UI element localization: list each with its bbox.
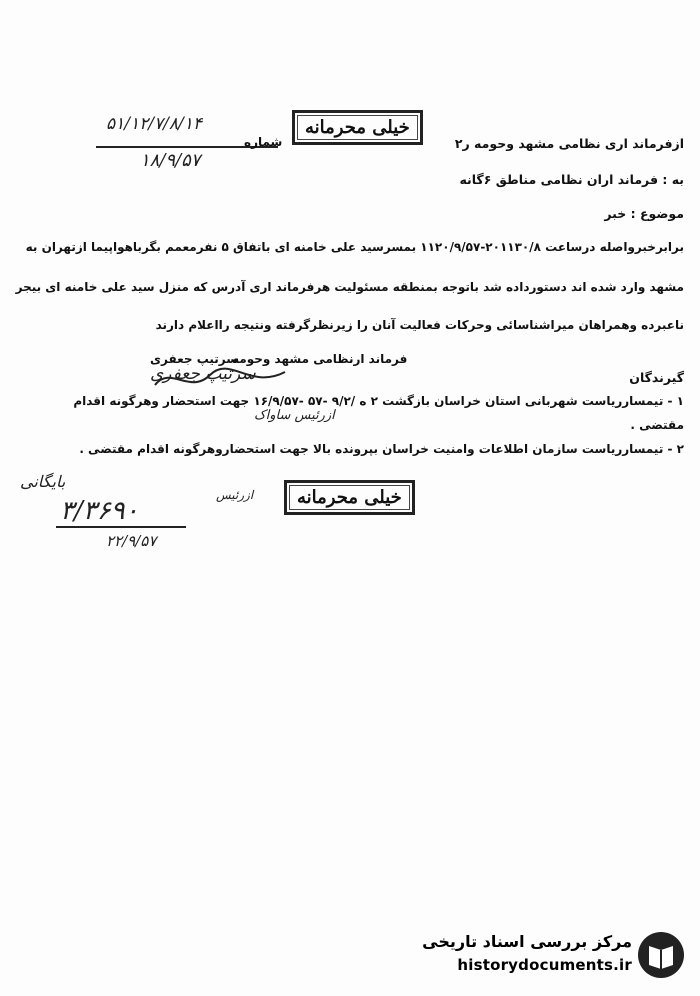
classification-stamp: خیلی محرمانه (292, 110, 423, 145)
classification-stamp-bottom: خیلی محرمانه (284, 480, 415, 515)
handwritten-left-label: بایگانی (20, 472, 66, 491)
handwritten-date: ۱۸/۹/۵۷ (140, 150, 201, 171)
from-line: ازفرماند اری نظامی مشهد وحومه ر۲ (454, 136, 684, 151)
archive-logo (416, 928, 688, 984)
body-line-2: مشهد وارد شده اند دستورداده شد باتوجه بمنطقه مسئولیت هرفرماند اری آدرس که منزل سید علی خامنه ای بیجر (15, 280, 684, 294)
signature-name: سرتیپ جعفری (150, 352, 239, 366)
recipients-heading: گیرندگان (629, 370, 684, 385)
book-icon (636, 930, 686, 980)
logo-url: historydocuments.ir (457, 956, 632, 974)
body-line-1: برابرخبرواصله درساعت ۲۰۱۱۳۰/۸-۱۱۲۰/۹/۵۷ بمسرسید علی خامنه ای باتفاق ۵ نفرمعمم بگرباهواپیما ازتهران به (25, 240, 684, 254)
subject-line: موضوع : خبر (604, 206, 684, 221)
recipient-2: ۲ - تیمسارریاست سازمان اطلاعات وامنیت خراسان بپرونده بالا جهت استحضاروهرگونه اقدام مقتضی . (79, 442, 684, 456)
signature-scribble: سرتیپ جعفری (150, 364, 256, 384)
recipient-1: ۱ - تیمسارریاست شهربانی استان خراسان بازگشت ۲ ه /۹/۲ -۵۷ -۱۶/۹/۵۷ جهت استحضار وهرگونه اقدام (73, 394, 684, 408)
signature-title: فرماند ارنظامی مشهد وحومه (232, 352, 408, 366)
margin-note-2: ازرئیس (216, 488, 254, 502)
logo-text: مرکز بررسی اسناد تاریخی (422, 932, 632, 951)
margin-note-1: ازرئیس ساواک (254, 408, 335, 423)
recipient-1-cont: مقتضی . (630, 418, 684, 432)
handwritten-left-date: ۲۲/۹/۵۷ (106, 532, 157, 550)
handwritten-number: ۵۱/۱۲/۷/۸/۱۴ (106, 114, 202, 134)
handwritten-left-code: ۳/۳۶۹۰ (60, 496, 139, 526)
left-code-rule (56, 526, 186, 528)
number-label: شماره (244, 135, 283, 149)
to-line: به : فرماند اران نظامی مناطق ۶گانه (459, 172, 684, 187)
body-line-3: ناعبرده وهمراهان میراشناسائی وحرکات فعالیت آنان را زیرنظرگرفته ونتیجه رااعلام دارند (155, 318, 684, 332)
